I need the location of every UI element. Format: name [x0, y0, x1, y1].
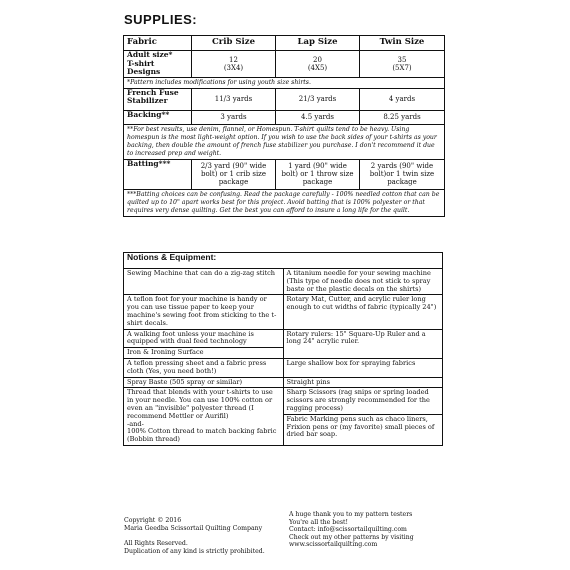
- batting-twin-value: 2 yards (90" wide bolt)or 1 twin size package: [360, 159, 445, 189]
- backing-note: **For best results, use denim, flannel, or Homespun. T-shirt quilts tend to be heavy. Using homespun is the most light-weight option. If you wish to use the back sides of your t-shirts as your backing, then double the amount of french fuse stabilizer you purchase. I don't recommend it due to increased prep and weight.: [124, 124, 445, 159]
- footer-thanks: [289, 511, 414, 549]
- adult-lap-value: 20 (4X5): [276, 51, 360, 78]
- notion-walking-foot: A walking foot unless your machine is equipped with dual feed technology: [124, 329, 284, 348]
- batting-note: ***Batting choices can be confusing. Read the package carefully - 100% needled cotton that can be quilted up to 10" apart works best for this project. Avoid batting that is 100% polyester or that requires very dense quilting. Get the best you can afford to insure a long life for the quilt.: [124, 189, 445, 216]
- supplies-header-row: [124, 36, 445, 51]
- copyright-line: Copyright © 2016: [124, 517, 182, 524]
- header-fabric: Fabric: [124, 36, 192, 51]
- batting-label: Batting***: [124, 159, 192, 189]
- notion-marking-pens: Fabric Marking pens such as chaco liners, Frixion pens or (my favorite) small pieces of dried bar soap.: [283, 414, 443, 445]
- backing-twin-value: 8.25 yards: [360, 110, 445, 124]
- notion-teflon-foot: A teflon foot for your machine is handy or you can use tissue paper to keep your machine's sewing foot from sticking to the t-shirt decals.: [124, 295, 284, 329]
- adult-size-row: [124, 51, 445, 78]
- notions-row: [124, 295, 443, 329]
- notion-rotary-rulers: Rotary rulers: 15" Square-Up Ruler and a long 24" acrylic ruler.: [283, 329, 443, 358]
- notions-row: [124, 388, 443, 414]
- fuse-label: French Fuse Stabilizer: [124, 88, 192, 110]
- checkout-line: Check out my other patterns by visiting: [289, 533, 414, 541]
- notion-thread: Thread that blends with your t-shirts to use in your needle. You can use 100% cotton or even an "invisible" polyester thread (I recommend Mettler or Aurifil) -and- 100% Cotton thread to match backing fabric (Bobbin thread): [124, 388, 284, 446]
- notions-row: [124, 269, 443, 295]
- notion-shallow-box: Large shallow box for spraying fabrics: [283, 358, 443, 377]
- website-link[interactable]: www.scissortailquilting.com: [289, 541, 378, 548]
- adult-crib-value: 12 (3X4): [192, 51, 276, 78]
- author-line: Maria Geedba Scissortail Quilting Company: [124, 524, 263, 532]
- notion-rotary-mat: Rotary Mat, Cutter, and acrylic ruler long enough to cut widths of fabric (typically 24"): [283, 295, 443, 329]
- backing-label: Backing**: [124, 110, 192, 124]
- header-lap-size: Lap Size: [276, 36, 360, 51]
- backing-crib-value: 3 yards: [192, 110, 276, 124]
- notion-iron: Iron & Ironing Surface: [124, 348, 284, 359]
- adult-size-label: Adult size* T-shirt Designs: [124, 51, 192, 78]
- adult-twin-value: 35 (5X7): [360, 51, 445, 78]
- notion-scissors: Sharp Scissors (rag snips or spring loaded scissors are strongly recommended for the ragging process): [283, 388, 443, 414]
- notion-titanium-needle: A titanium needle for your sewing machine (This type of needle does not stick to spray baste or the plastic decals on the shirts): [283, 269, 443, 295]
- notion-straight-pins: Straight pins: [283, 377, 443, 388]
- notions-header-row: [124, 253, 443, 269]
- notions-row: [124, 329, 443, 348]
- prohibited-line: Duplication of any kind is strictly prohibited.: [124, 547, 265, 555]
- fuse-twin-value: 4 yards: [360, 88, 445, 110]
- notions-heading: Notions & Equipment:: [124, 253, 443, 269]
- supplies-table: [123, 35, 445, 217]
- backing-row: [124, 110, 445, 124]
- adult-size-note: *Pattern includes modifications for using youth size shirts.: [124, 77, 445, 88]
- batting-lap-value: 1 yard (90" wide bolt) or 1 throw size package: [276, 159, 360, 189]
- best-line: You're all the best!: [289, 518, 349, 526]
- adult-note-row: [124, 77, 445, 88]
- batting-row: [124, 159, 445, 189]
- fuse-crib-value: 11/3 yards: [192, 88, 276, 110]
- fuse-lap-value: 21/3 yards: [276, 88, 360, 110]
- header-twin-size: Twin Size: [360, 36, 445, 51]
- batting-note-row: [124, 189, 445, 216]
- notions-row: [124, 377, 443, 388]
- notions-row: [124, 358, 443, 377]
- backing-lap-value: 4.5 yards: [276, 110, 360, 124]
- footer-copyright: [124, 517, 265, 555]
- notion-spray-baste: Spray Baste (505 spray or similar): [124, 377, 284, 388]
- batting-crib-value: 2/3 yard (90" wide bolt) or 1 crib size package: [192, 159, 276, 189]
- thanks-line: A huge thank you to my pattern testers: [289, 511, 413, 518]
- rights-line: All Rights Reserved.: [124, 540, 188, 547]
- page-title: SUPPLIES:: [124, 12, 198, 27]
- notions-table: [123, 252, 443, 446]
- contact-line: Contact: info@scissortailquilting.com: [289, 526, 407, 533]
- header-crib-size: Crib Size: [192, 36, 276, 51]
- notion-pressing-sheet: A teflon pressing sheet and a fabric press cloth (Yes, you need both!): [124, 358, 284, 377]
- backing-note-row: [124, 124, 445, 159]
- fuse-row: [124, 88, 445, 110]
- notion-sewing-machine: Sewing Machine that can do a zig-zag stitch: [124, 269, 284, 295]
